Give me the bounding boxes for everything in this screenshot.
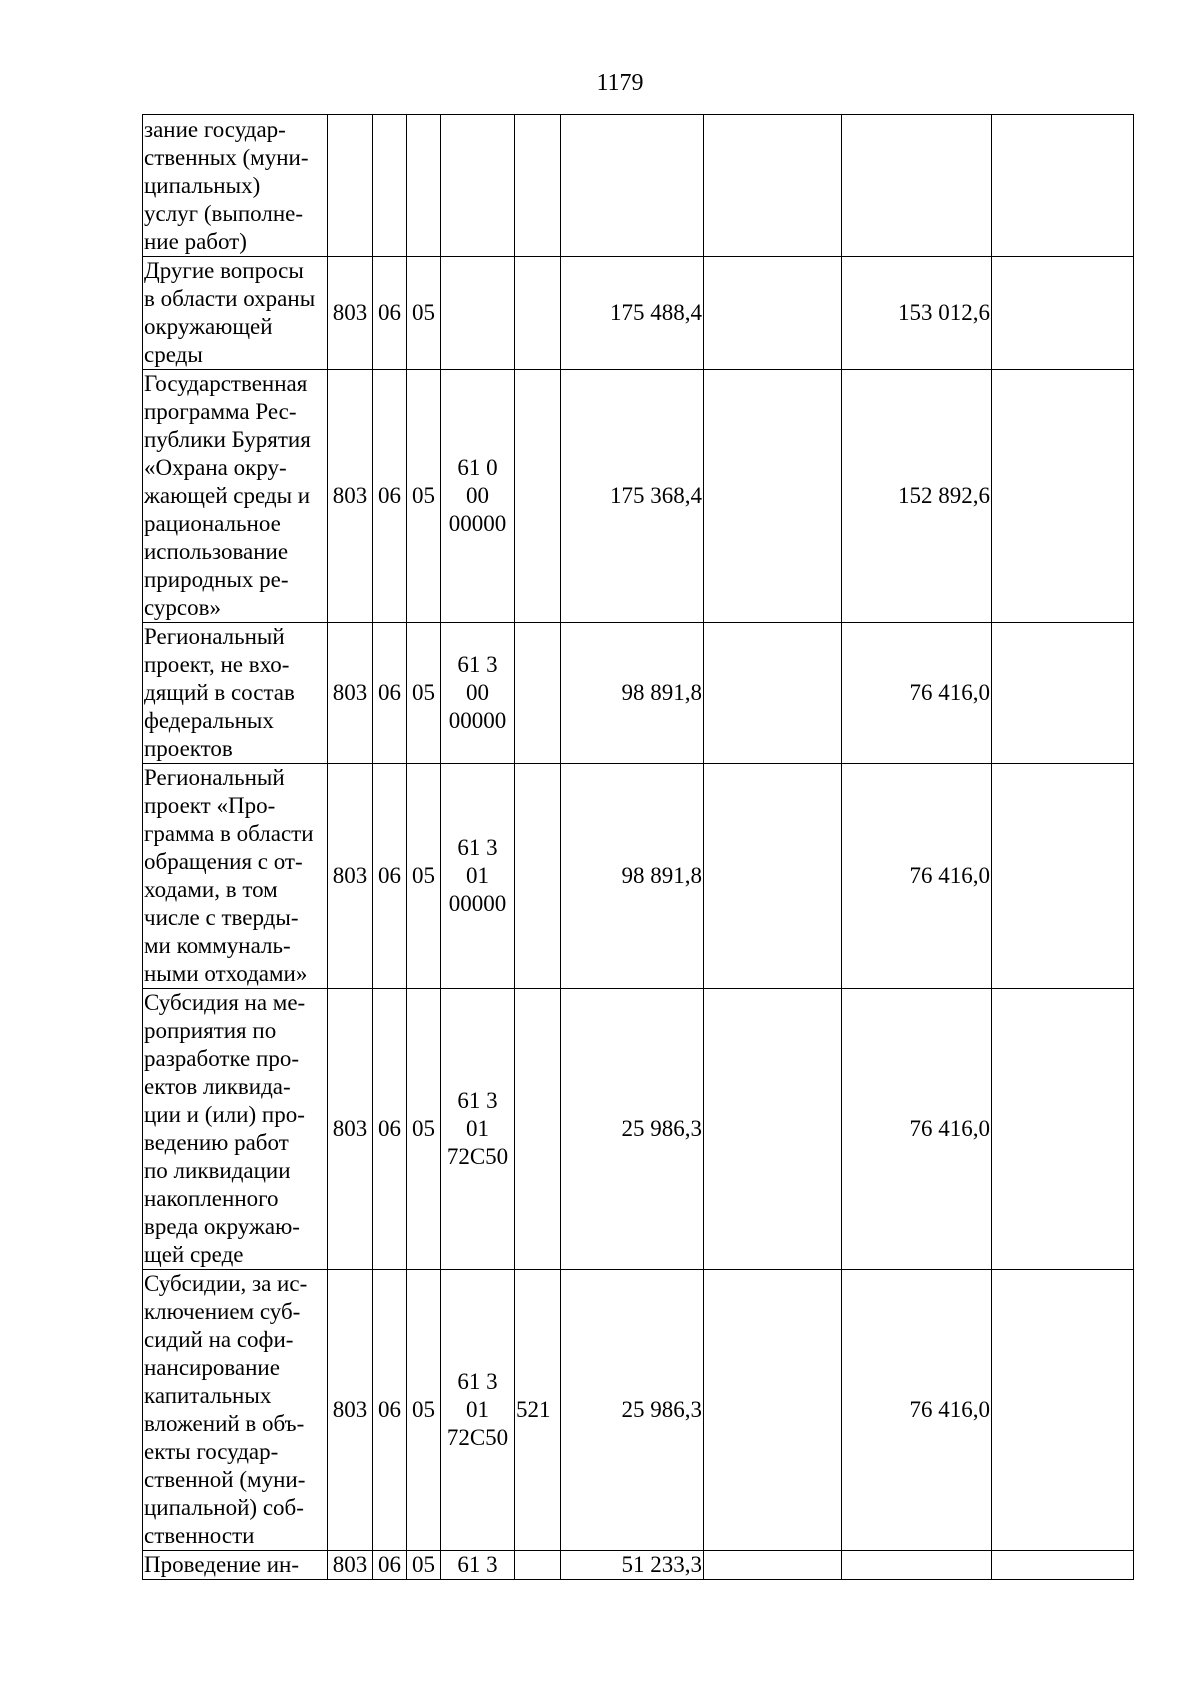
target-article-line: 01 [466,863,489,888]
subsection-code-cell: 05 [407,989,441,1270]
amount-cell-3: 76 416,0 [842,1270,992,1551]
item-name-line: Субсидия на ме- [144,990,306,1015]
item-name-cell [143,370,328,623]
item-name-cell [143,764,328,989]
amount-cell-2 [704,989,842,1270]
item-name-cell [143,1551,328,1580]
amount-cell-4 [992,1551,1134,1580]
item-name-line: Региональный [144,624,285,649]
item-name-line: проект, не вхо- [144,652,290,677]
expense-type-cell [515,370,561,623]
target-article-cell [441,1270,515,1551]
item-name-line: ведению работ [144,1130,289,1155]
table-row [143,764,1134,989]
item-name-line: окружающей [144,314,273,339]
expense-type-cell [515,989,561,1270]
item-name-line: услуг (выполне- [144,200,304,226]
amount-cell-3: 76 416,0 [842,764,992,989]
grbs-code-cell [328,115,373,257]
amount-cell-4 [992,257,1134,370]
amount-cell-3 [842,115,992,257]
item-name-line: Региональный [144,765,285,790]
item-name-line: сурсов» [144,595,221,620]
item-name-line: «Охрана окру- [144,455,287,480]
item-name-line: публики Бурятия [144,427,311,452]
item-name-cell [143,1270,328,1551]
section-code-cell: 06 [373,764,407,989]
page-number: 1179 [596,70,644,96]
item-name-line: ципальной) соб- [144,1495,304,1520]
amount-cell-3: 152 892,6 [842,370,992,623]
subsection-code-cell: 05 [407,370,441,623]
item-name-line: разработке про- [144,1046,299,1071]
item-name-line: числе с тверды- [144,905,299,930]
grbs-code-cell: 803 [328,370,373,623]
table-row [143,989,1134,1270]
table-row [143,115,1134,257]
subsection-code-cell: 05 [407,1270,441,1551]
item-name-line: накопленного [144,1186,279,1211]
target-article-line: 61 3 [457,835,498,860]
amount-cell-1: 175 368,4 [561,370,704,623]
subsection-code-cell [407,115,441,257]
amount-cell-2 [704,764,842,989]
target-article-cell [441,623,515,764]
amount-cell-1 [561,115,704,257]
amount-cell-2 [704,1270,842,1551]
table-row [143,370,1134,623]
grbs-code-cell: 803 [328,257,373,370]
item-name-line: ственной (муни- [144,1467,306,1492]
amount-cell-1: 25 986,3 [561,1270,704,1551]
item-name-cell [143,257,328,370]
amount-cell-2 [704,257,842,370]
item-name-line: ключением суб- [144,1299,301,1324]
item-name-line: федеральных [144,708,274,733]
item-name-line: ственных (муни- [144,144,309,170]
target-article-line: 00 [466,680,489,705]
section-code-cell: 06 [373,370,407,623]
expense-type-cell [515,623,561,764]
amount-cell-3: 76 416,0 [842,623,992,764]
item-name-line: капитальных [144,1383,272,1408]
target-article-line: 61 3 [457,1552,498,1577]
amount-cell-1: 98 891,8 [561,764,704,989]
amount-cell-2 [704,115,842,257]
amount-cell-2 [704,370,842,623]
target-article-cell [441,989,515,1270]
section-code-cell: 06 [373,623,407,764]
item-name-line: обращения с от- [144,849,303,874]
target-article-line: 61 3 [457,652,498,677]
target-article-line: 01 [466,1397,489,1422]
item-name-line: ние работ) [144,228,247,254]
table-row [143,1270,1134,1551]
item-name-line: Государственная [144,371,308,396]
target-article-line: 00000 [448,708,507,733]
item-name-line: среды [144,342,203,367]
subsection-code-cell: 05 [407,257,441,370]
amount-cell-3: 76 416,0 [842,989,992,1270]
item-name-line: по ликвидации [144,1158,291,1183]
item-name-line: Проведение ин- [144,1552,300,1577]
target-article-cell [441,115,515,257]
table-row [143,1551,1134,1580]
amount-cell-2 [704,1551,842,1580]
grbs-code-cell: 803 [328,623,373,764]
amount-cell-3 [842,1551,992,1580]
table-row [143,257,1134,370]
target-article-line: 00000 [448,511,507,536]
target-article-line: 01 [466,1116,489,1141]
amount-cell-4 [992,989,1134,1270]
target-article-line: 00000 [448,891,507,916]
item-name-line: ными отходами» [144,961,308,986]
target-article-line: 00 [466,483,489,508]
amount-cell-1: 51 233,3 [561,1551,704,1580]
grbs-code-cell: 803 [328,1551,373,1580]
expense-type-cell [515,764,561,989]
section-code-cell: 06 [373,257,407,370]
expense-type-cell [515,257,561,370]
item-name-line: ципальных) [144,172,261,198]
item-name-line: дящий в состав [144,680,295,705]
item-name-line: проект «Про- [144,793,276,818]
item-name-line: использование [144,539,289,564]
item-name-line: екты государ- [144,1439,279,1464]
expense-type-cell: 521 [515,1270,561,1551]
target-article-line: 72С50 [446,1144,509,1169]
section-code-cell [373,115,407,257]
target-article-line: 61 3 [457,1088,498,1113]
item-name-cell [143,623,328,764]
budget-table [142,114,1134,1580]
target-article-line: 72С50 [446,1425,509,1450]
item-name-line: грамма в области [144,821,314,846]
target-article-cell [441,257,515,370]
amount-cell-1: 98 891,8 [561,623,704,764]
target-article-line: 61 0 [457,455,498,480]
grbs-code-cell: 803 [328,764,373,989]
section-code-cell: 06 [373,1270,407,1551]
item-name-line: зание государ- [144,116,286,142]
item-name-line: природных ре- [144,567,289,592]
target-article-cell [441,764,515,989]
item-name-line: щей среде [144,1242,244,1267]
item-name-line: вложений в объ- [144,1411,305,1436]
target-article-cell [441,1551,515,1580]
grbs-code-cell: 803 [328,989,373,1270]
amount-cell-2 [704,623,842,764]
amount-cell-4 [992,764,1134,989]
amount-cell-1: 175 488,4 [561,257,704,370]
amount-cell-4 [992,1270,1134,1551]
item-name-cell [143,989,328,1270]
item-name-line: ектов ликвида- [144,1074,291,1099]
amount-cell-3: 153 012,6 [842,257,992,370]
section-code-cell: 06 [373,1551,407,1580]
item-name-line: рациональное [144,511,281,536]
amount-cell-1: 25 986,3 [561,989,704,1270]
item-name-line: ходами, в том [144,877,278,902]
item-name-line: программа Рес- [144,399,297,424]
expense-type-cell [515,1551,561,1580]
table-row [143,623,1134,764]
item-name-line: вреда окружаю- [144,1214,300,1239]
item-name-cell [143,115,328,257]
item-name-line: ми коммуналь- [144,933,291,958]
item-name-line: в области охраны [144,286,316,311]
item-name-line: ции и (или) про- [144,1102,305,1127]
target-article-cell [441,370,515,623]
target-article-line: 61 3 [457,1369,498,1394]
item-name-line: жающей среды и [144,483,311,508]
amount-cell-4 [992,115,1134,257]
item-name-line: проектов [144,736,233,761]
item-name-line: сидий на софи- [144,1327,294,1352]
item-name-line: нансирование [144,1355,280,1380]
item-name-line: роприятия по [144,1018,277,1043]
subsection-code-cell: 05 [407,1551,441,1580]
item-name-line: Субсидии, за ис- [144,1271,308,1296]
item-name-line: Другие вопросы [144,258,304,283]
subsection-code-cell: 05 [407,764,441,989]
amount-cell-4 [992,623,1134,764]
grbs-code-cell: 803 [328,1270,373,1551]
expense-type-cell [515,115,561,257]
subsection-code-cell: 05 [407,623,441,764]
amount-cell-4 [992,370,1134,623]
item-name-line: ственности [144,1523,255,1548]
section-code-cell: 06 [373,989,407,1270]
